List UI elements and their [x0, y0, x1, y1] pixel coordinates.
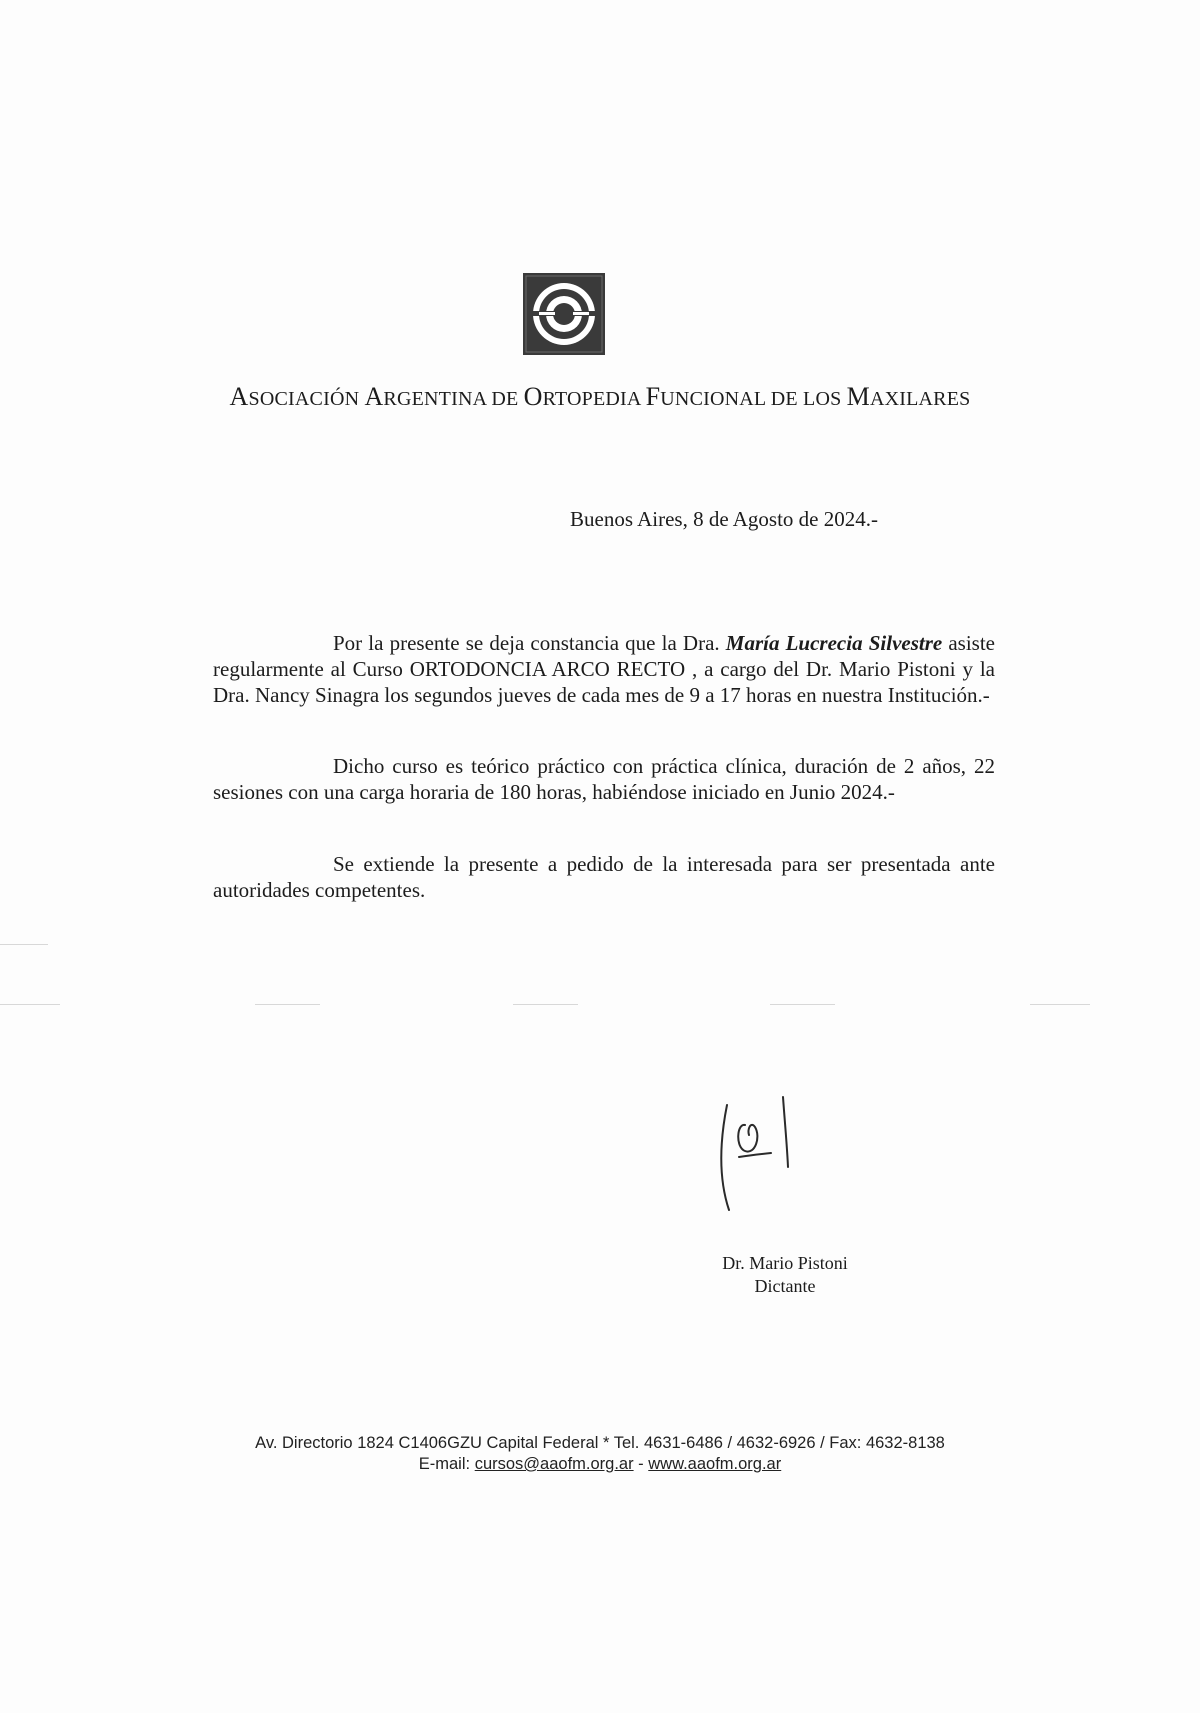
scan-artifact: [255, 1004, 320, 1005]
org-initial: A: [364, 382, 384, 411]
website-link[interactable]: www.aaofm.org.ar: [648, 1455, 782, 1473]
scan-artifact: [770, 1004, 835, 1005]
concentric-circles-logo-icon: [523, 273, 605, 355]
letter-date: Buenos Aires, 8 de Agosto de 2024.-: [570, 507, 878, 531]
handwritten-signature: [715, 1085, 825, 1225]
paragraph-text: Dicho curso es teórico práctico con práctica clínica, duración de 2 años, 22 sesiones con una carga horaria de 180 horas, habiéndose iniciado en Junio 2024.-: [213, 754, 995, 804]
org-initial: O: [523, 382, 543, 411]
paragraph-text: Por la presente se deja constancia que la Dra.: [333, 631, 726, 655]
scan-artifact: [1030, 1004, 1090, 1005]
paragraph-attendance: [213, 630, 995, 708]
signer-role: Dictante: [754, 1276, 816, 1296]
email-link[interactable]: cursos@aaofm.org.ar: [474, 1455, 634, 1473]
scan-artifact: [0, 1004, 60, 1005]
org-word: RGENTINA DE: [383, 388, 524, 410]
org-initial: F: [645, 382, 661, 411]
org-word: AXILARES: [869, 388, 971, 410]
scan-artifact: [0, 944, 48, 945]
email-label: E-mail:: [418, 1455, 475, 1473]
footer-separator: -: [633, 1455, 649, 1473]
org-word: SOCIACIÓN: [248, 388, 365, 410]
signer-name: Dr. Mario Pistoni: [722, 1253, 848, 1273]
org-word: RTOPEDIA: [542, 388, 646, 410]
paragraph-text: Se extiende la presente a pedido de la interesada para ser presentada ante autoridades competentes.: [213, 852, 995, 902]
student-name: María Lucrecia Silvestre: [725, 631, 943, 655]
paragraph-course-details: [213, 753, 995, 805]
org-initial: A: [229, 382, 249, 411]
footer-contact: [0, 1455, 1200, 1474]
paragraph-purpose: [213, 851, 995, 903]
org-word: UNCIONAL DE LOS: [660, 388, 847, 410]
footer-address: Av. Directorio 1824 C1406GZU Capital Federal * Tel. 4631-6486 / 4632-6926 / Fax: 4632-8138: [255, 1434, 945, 1452]
org-initial: M: [846, 382, 870, 411]
paragraph-text: asiste regularmente al Curso ORTODONCIA ARCO RECTO , a cargo del Dr. Mario Pistoni y la Dra. Nancy Sinagra los segundos jueves de cada mes de 9 a 17 horas en nuestra Institución.-: [213, 631, 996, 707]
scan-artifact: [513, 1004, 578, 1005]
organization-name: [0, 382, 1200, 412]
